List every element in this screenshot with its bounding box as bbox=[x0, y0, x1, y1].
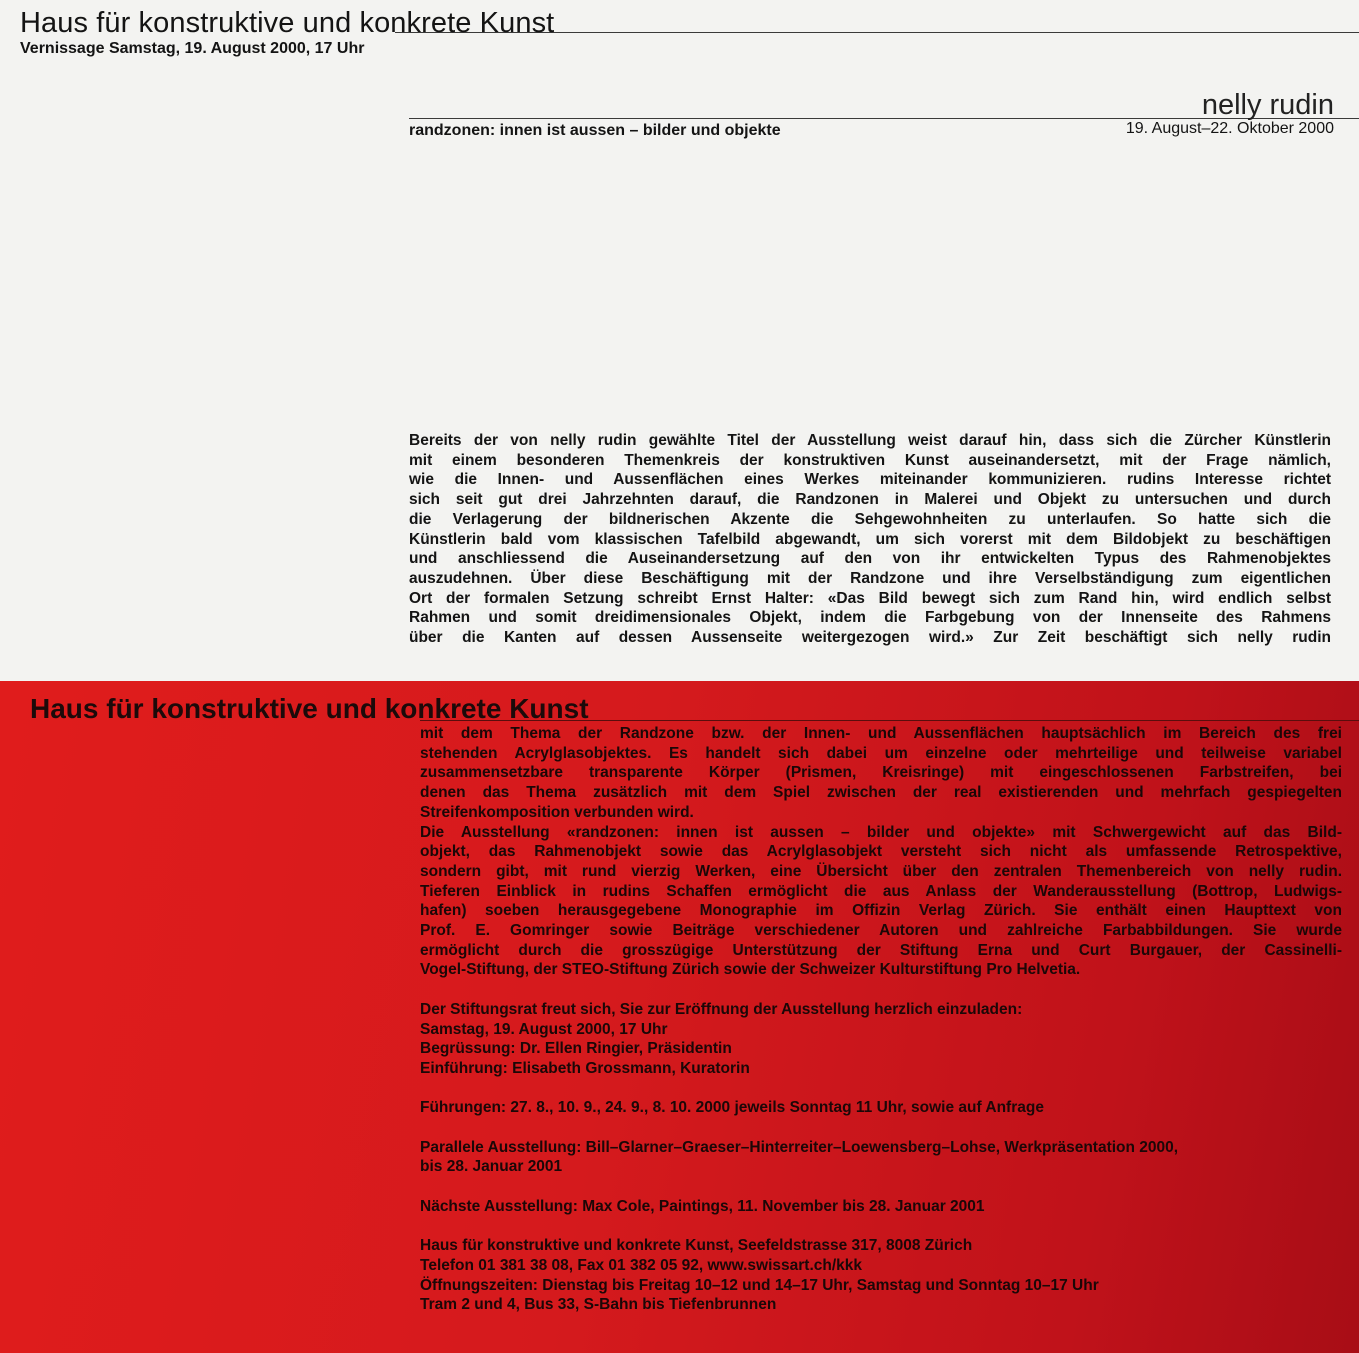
parallel-text: Bill–Glarner–Graeser–Hinterreiter–Loewensberg–Lohse, Werkpräsentation 2000, bbox=[581, 1138, 1179, 1156]
parallel-line-2: bis 28. Januar 2001 bbox=[420, 1158, 563, 1176]
introduction-line: Einführung: Elisabeth Grossmann, Kuratorin bbox=[420, 1059, 750, 1077]
text-line: sich seit gut drei Jahrzehnten darauf, die Randzonen in Malerei und Objekt zu untersuchen und durch bbox=[409, 491, 1331, 509]
text-line: auszudehnen. Über diese Beschäftigung mit der Randzone und ihre Verselbständigung zum eigentlichen bbox=[409, 569, 1331, 587]
text-line: die Verlagerung der bildnerischen Akzente die Sehgewohnheiten zu unterlaufen. So hatte sich die bbox=[409, 510, 1331, 528]
red-body bbox=[420, 724, 1342, 1315]
text-line: denen das Thema zusätzlich mit dem Spiel zwischen der real existierenden und mehrfach gespiegelten bbox=[420, 784, 1342, 802]
text-line: zusammensetzbare transparente Körper (Prismen, Kreisringe) mit eingeschlossenen Farbstreifen, bei bbox=[420, 764, 1342, 782]
artist-name: nelly rudin bbox=[1201, 89, 1334, 121]
tours-text: 27. 8., 10. 9., 24. 9., 8. 10. 2000 jeweils Sonntag 11 Uhr, sowie auf Anfrage bbox=[506, 1099, 1044, 1117]
tours-line bbox=[420, 1098, 1342, 1118]
red-institution-title: Haus für konstruktive und konkrete Kunst bbox=[30, 693, 589, 724]
text-line: mit einem besonderen Themenkreis der konstruktiven Kunst auseinandersetzt, mit der Frage nämlich, bbox=[409, 451, 1331, 469]
next-label: Nächste Ausstellung: bbox=[420, 1197, 578, 1215]
parallel-line bbox=[420, 1138, 1342, 1158]
next-text: Max Cole, Paintings, 11. November bis 28. Januar 2001 bbox=[577, 1197, 985, 1215]
address-line: Haus für konstruktive und konkrete Kunst, Seefeldstrasse 317, 8008 Zürich bbox=[420, 1237, 973, 1255]
text-line: Rahmen und somit dreidimensionales Objekt, indem die Farbgebung von der Innenseite des Rahmens bbox=[409, 609, 1331, 627]
next-exhibition-line bbox=[420, 1197, 1342, 1217]
text-line: über die Kanten auf dessen Aussenseite weitergezogen wird.» Zur Zeit beschäftigt sich nelly rudin bbox=[409, 629, 1331, 647]
text-line: wie die Innen- und Aussenflächen eines Werkes miteinander kommunizieren. rudins Interesse richtet bbox=[409, 471, 1331, 489]
text-line: sondern gibt, mit rund vierzig Werken, eine Übersicht über den zentralen Themenbereich von nelly rudin. bbox=[420, 862, 1342, 880]
exhibition-subtitle: randzonen: innen ist aussen – bilder und objekte bbox=[409, 122, 781, 139]
text-line: Tieferen Einblick in rudins Schaffen ermöglicht die aus Anlass der Wanderausstellung (Bottrop, Ludwigs- bbox=[420, 882, 1342, 900]
text-line: Ort der formalen Setzung schreibt Ernst Halter: «Das Bild bewegt sich zum Rand hin, wird endlich selbst bbox=[409, 589, 1331, 607]
transport-line: Tram 2 und 4, Bus 33, S-Bahn bis Tiefenbrunnen bbox=[420, 1296, 777, 1314]
text-line: mit dem Thema der Randzone bzw. der Innen- und Aussenflächen hauptsächlich im Bereich des frei bbox=[420, 725, 1342, 742]
invitation-line: Der Stiftungsrat freut sich, Sie zur Eröffnung der Ausstellung herzlich einzuladen: bbox=[420, 1000, 1023, 1018]
text-line: Künstlerin bald vom klassischen Tafelbild abgewandt, um sich vorerst mit dem Bildobjekt zu beschäftigen bbox=[409, 530, 1331, 548]
hours-line: Öffnungszeiten: Dienstag bis Freitag 10–12 und 14–17 Uhr, Samstag und Sonntag 10–17 Uhr bbox=[420, 1276, 1099, 1294]
tours-label: Führungen: bbox=[420, 1099, 507, 1117]
text-line: Streifenkomposition verbunden wird. bbox=[420, 803, 694, 821]
continued-paragraph bbox=[420, 724, 1342, 823]
text-line: und anschliessend die Auseinandersetzung auf den von ihr entwickelten Typus des Rahmenobjektes bbox=[409, 550, 1331, 568]
text-line: objekt, das Rahmenobjekt sowie das Acrylglasobjekt versteht sich nicht als umfassende Retrospektive, bbox=[420, 843, 1342, 861]
text-line: Prof. E. Gomringer sowie Beiträge verschiedener Autoren und zahlreiche Farbabbildungen. Sie wurde bbox=[420, 922, 1342, 940]
exhibition-dates: 19. August–22. Oktober 2000 bbox=[1125, 120, 1334, 137]
institution-title: Haus für konstruktive und konkrete Kunst bbox=[20, 7, 555, 39]
parallel-label: Parallele Ausstellung: bbox=[420, 1138, 582, 1156]
text-line: Bereits der von nelly rudin gewählte Titel der Ausstellung weist darauf hin, dass sich die Zürcher Künstlerin bbox=[409, 432, 1331, 449]
greeting-line: Begrüssung: Dr. Ellen Ringier, Präsidentin bbox=[420, 1040, 732, 1058]
text-line: ermöglicht durch die grosszügige Unterstützung der Stiftung Erna und Curt Burgauer, der Cassinelli- bbox=[420, 941, 1342, 959]
text-line: stehenden Acrylglasobjektes. Es handelt sich dabei um einzelne oder mehrteilige und teilweise variabel bbox=[420, 744, 1342, 762]
intro-text bbox=[409, 431, 1331, 648]
opening-date: Samstag, 19. August 2000, 17 Uhr bbox=[420, 1020, 668, 1038]
exhibition-paragraph bbox=[420, 823, 1342, 981]
vernissage-line: Vernissage Samstag, 19. August 2000, 17 Uhr bbox=[20, 40, 365, 57]
text-line: Vogel-Stiftung, der STEO-Stiftung Zürich sowie der Schweizer Kulturstiftung Pro Helvetia. bbox=[420, 961, 1081, 979]
text-line: Die Ausstellung «randzonen: innen ist aussen – bilder und objekte» mit Schwergewicht auf das Bild- bbox=[420, 823, 1342, 841]
phone-line: Telefon 01 381 38 08, Fax 01 382 05 92, www.swissart.ch/kkk bbox=[420, 1256, 863, 1274]
text-line: hafen) soeben herausgegebene Monographie im Offizin Verlag Zürich. Sie enthält einen Haupttext von bbox=[420, 902, 1342, 920]
